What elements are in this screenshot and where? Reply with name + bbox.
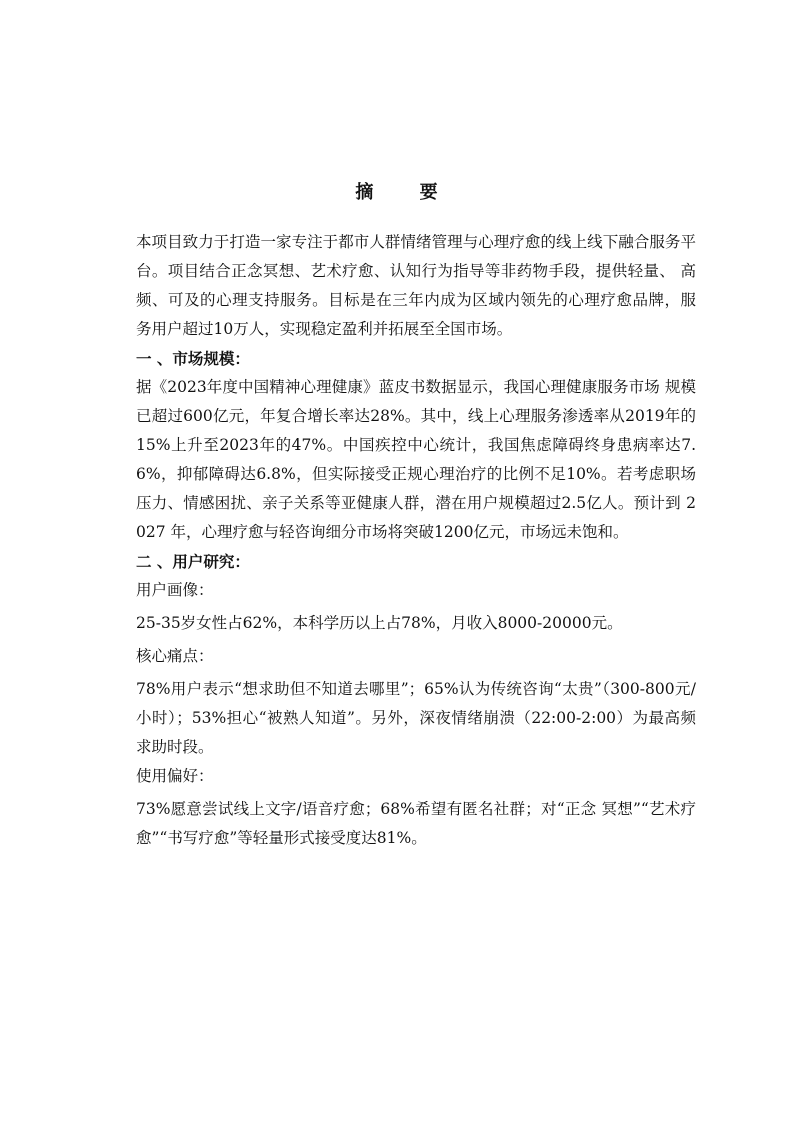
preferences-text: 73%愿意尝试线上文字/语音疗愈；68%希望有匿名社群；对“正念 冥想”“艺术疗愈”“书写疗愈”等轻量形式接受度达81%。 <box>136 800 696 847</box>
section-heading-market: 一 、市场规模： <box>136 349 250 368</box>
pain-points-label: 核心痛点： <box>136 647 214 665</box>
document-body <box>136 228 696 853</box>
market-paragraph: 据《2023年度中国精神心理健康》蓝皮书数据显示，我国心理健康服务市场 规模已超过600亿元，年复合增长率达28%。其中，线上心理服务渗透率从2019年的15%上升至2023年的47%。中国疾控中心统计，我国焦虑障碍终身患病率达7.6%，抑郁障碍达6.8%，但实际接受正规心理治疗的比例不足10%。若考虑职场压力、情感困扰、亲子关系等亚健康人群，潜在用户规模超过2.5亿人。预计到 2027 年，心理疗愈与轻咨询细分市场将突破1200亿元，市场远未饱和。 <box>136 378 697 541</box>
document-title: 摘 要 <box>355 182 458 203</box>
pain-points-text: 78%用户表示“想求助但不知道去哪里”；65%认为传统咨询“太贵”（300-800元/小时）；53%担心“被熟人知道”。另外，深夜情绪崩溃（22:00-2:00）为最高频求助时段。 <box>136 680 696 756</box>
preferences-label: 使用偏好： <box>136 767 214 785</box>
section-heading-user-research: 二 、用户研究： <box>136 552 250 571</box>
user-profile-label: 用户画像： <box>136 581 214 599</box>
user-profile-text: 25-35岁女性占62%，本科学历以上占78%，月收入8000-20000元。 <box>136 614 623 632</box>
abstract-paragraph: 本项目致力于打造一家专注于都市人群情绪管理与心理疗愈的线上线下融合服务平台。项目结合正念冥想、艺术疗愈、认知行为指导等非药物手段，提供轻量、 高频、可及的心理支持服务。目标是在三年内成为区域内领先的心理疗愈品牌，服 务用户超过10万人，实现稳定盈利并拓展至全国市场。 <box>136 233 696 338</box>
